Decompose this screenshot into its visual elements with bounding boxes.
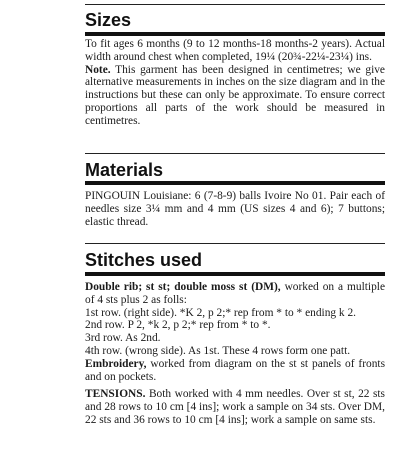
sizes-bar xyxy=(85,32,385,36)
row-2: 2nd row. P 2, *k 2, p 2;* rep from * to *. xyxy=(85,319,271,332)
row-3: 3rd row. As 2nd. xyxy=(85,332,161,345)
stitches-top-rule xyxy=(85,243,385,244)
materials-body xyxy=(85,190,385,228)
embroidery-paragraph xyxy=(85,358,385,384)
note-text: This garment has been designed in centimetres; we give alternative measurements in inches on the size diagram and in the instructions but these can only be approximate. To ensure correct proportions all parts of the work should be measured in centimetres. xyxy=(85,63,385,127)
stitches-bar xyxy=(85,272,385,276)
tensions-paragraph xyxy=(85,388,385,426)
sizes-body xyxy=(85,38,385,128)
note-label: Note. xyxy=(85,63,111,76)
sizes-heading: Sizes xyxy=(85,10,132,30)
rib-text: worked on a multiple of 4 sts plus 2 as folls: xyxy=(85,281,385,306)
embroidery-text: worked from diagram on the st st panels of fronts and on pockets. xyxy=(85,357,385,383)
materials-text: PINGOUIN Louisiane: 6 (7-8-9) balls Ivoire No 01. Pair each of needles size 3¼ mm and 4 mm (US sizes 4 and 6); 7 buttons; elastic thread. xyxy=(85,190,385,228)
embroidery-label: Embroidery, xyxy=(85,357,147,370)
row-1: 1st row. (right side). *K 2, p 2;* rep from * to * ending k 2. xyxy=(85,306,357,319)
sizes-note xyxy=(85,64,385,128)
tensions-label: TENSIONS. xyxy=(85,388,146,401)
materials-heading: Materials xyxy=(85,160,164,180)
top-rule xyxy=(85,4,385,5)
row-4: 4th row. (wrong side). As 1st. These 4 rows form one patt. xyxy=(85,344,351,357)
stitches-heading: Stitches used xyxy=(85,250,203,270)
sizes-fit-text: To fit ages 6 months (9 to 12 months-18 months-2 years). Actual width around chest when completed, 19¼ (20¾-22¼-23¼) ins. xyxy=(85,38,385,63)
tensions-text: Both worked with 4 mm needles. Over st st, 22 sts and 28 rows to 10 cm [4 ins]; work a sample on 34 sts. Over DM, 22 sts and 36 rows to 10 cm [4 ins]; work a sample on same sts. xyxy=(85,388,385,426)
stitches-body xyxy=(85,281,385,427)
materials-bar xyxy=(85,181,385,185)
rib-label: Double rib; st st; double moss st (DM), xyxy=(85,281,281,293)
rib-paragraph xyxy=(85,281,385,307)
materials-top-rule xyxy=(85,153,385,154)
